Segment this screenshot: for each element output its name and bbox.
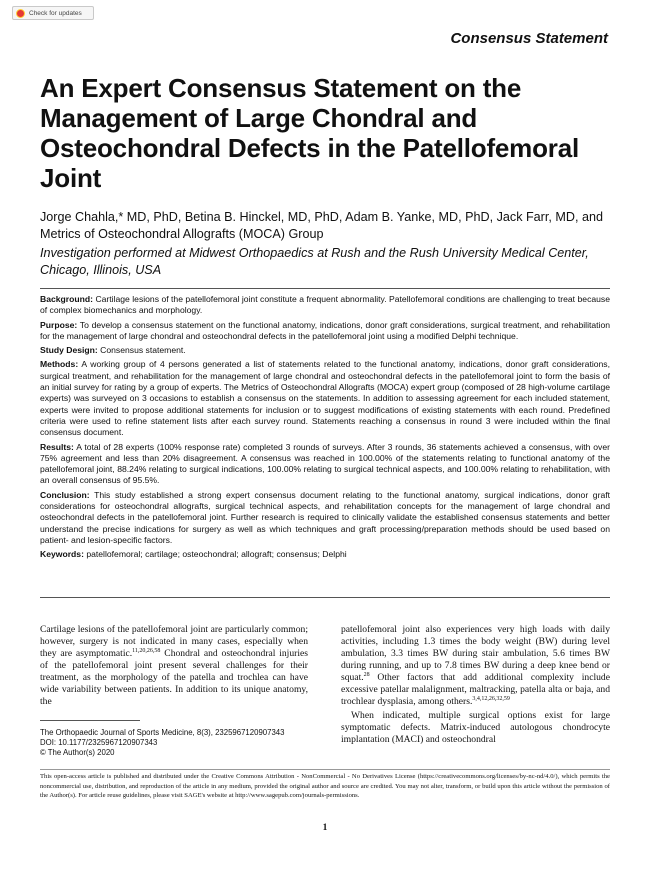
body-text: Cartilage lesions of the patellofemoral joint are particularly common; however, surgery is not indicated in many cases, especially when they are asymptomatic. [40, 624, 308, 659]
abstract-purpose [40, 320, 610, 343]
body-column-right [341, 624, 610, 746]
check-for-updates-badge[interactable] [12, 6, 94, 20]
article-title: An Expert Consensus Statement on the Management of Large Chondral and Osteochondral Defects in the Patellofemoral Joint [40, 73, 579, 193]
methods-label: Methods: [40, 359, 79, 370]
abstract-study-design [40, 345, 610, 356]
methods-text: A working group of 4 persons generated a list of statements related to the functional anatomy, indications, donor graft considerations, surgical treatment, and rehabilitation for the management of large chondral and osteochondral defects in the patellofemoral joint to form the basis of an initial survey for rating by a group of experts. The Metrics of Osteochondral Allografts (MOCA) expert group (composed of 28 high-volume cartilage experts) was surveyed on 3 occasions to establish a consensus on the statements. In addition to assessing agreement for each included statement, experts were invited to propose additional statements for inclusion or to suggest modifications of existing statements with each round. Predefined criteria were used to refine statement lists after each survey round. Statements reaching a consensus in round 3 were included within the final consensus document. [40, 359, 610, 438]
abstract-results [40, 442, 610, 487]
study-design-label: Study Design: [40, 345, 98, 356]
abstract-top-rule [40, 288, 610, 289]
abstract-bottom-rule [40, 597, 610, 598]
results-text: A total of 28 experts (100% response rate) completed 3 rounds of surveys. After 3 rounds, 36 statements achieved a consensus, with over 75% agreement and less than 20% disagreement. A consensus was reached in 100.00% of the statements relating to functional anatomy of the patellofemoral joint, 88.24% relating to surgical indications, 100.00% relating to surgical technical aspects, and 100.00% relating to rehabilitation, with an overall consensus of 95.5%. [40, 441, 610, 486]
article-type-label: Consensus Statement [450, 30, 608, 47]
purpose-label: Purpose: [40, 319, 78, 330]
keywords-text: patellofemoral; cartilage; osteochondral; allograft; consensus; Delphi [86, 549, 347, 560]
abstract-conclusion [40, 490, 610, 546]
license-rule [40, 769, 610, 770]
body-paragraph [341, 710, 610, 746]
page-number: 1 [322, 823, 328, 833]
doi-line[interactable]: DOI: 10.1177/2325967120907343 [40, 738, 158, 747]
body-text: Other factors that add additional complexity include excessive patellar malalignment, maltracking, patella alta or baja, and trochlear dysplasia, among others. [341, 672, 610, 707]
body-text: When indicated, multiple surgical options exist for large symptomatic defects. Matrix-induced autologous chondrocyte implantation (MACI) and osteochondral [341, 710, 610, 745]
purpose-text: To develop a consensus statement on the functional anatomy, indications, donor graft considerations, surgical treatment, and rehabilitation for the management of large chondral and osteochondral defects in the patellofemoral joint using a modified Delphi technique. [40, 319, 611, 341]
citation-ref[interactable]: 3,4,12,26,32,59 [472, 695, 510, 702]
citation-ref[interactable]: 11,20,26,58 [132, 647, 161, 654]
journal-citation: The Orthopaedic Journal of Sports Medicine, 8(3), 2325967120907343 [40, 728, 285, 737]
abstract-background [40, 294, 610, 317]
institution-line: Investigation performed at Midwest Orthopaedics at Rush and the Rush University Medical Center, Chicago, Illinois, USA [40, 246, 589, 277]
abstract [40, 294, 610, 564]
crossmark-icon [16, 9, 25, 18]
license-notice: This open-access article is published and distributed under the Creative Commons Attribution - NonCommercial - No Derivatives License (https://creativecommons.org/licenses/by-nc-nd/4.0/), which permits the noncommercial use, distribution, and reproduction of the article in any medium, provided the original author and source are credited. You may not alter, transform, or build upon this article without the permission of the Author(s). For article reuse guidelines, please visit SAGE's website at http://www.sagepub.com/journals-permissions. [40, 773, 610, 799]
body-paragraph [341, 624, 610, 708]
background-label: Background: [40, 294, 93, 304]
body-text: patellofemoral joint also experiences very high loads with daily activities, including 1.3 times the body weight (BW) during level ambulation, 3.3 times BW during stair ambulation, 5.6 times BW during running, and up to 7.8 times BW during a deep knee bend or squat. [341, 624, 610, 683]
results-label: Results: [40, 441, 74, 452]
conclusion-text: This study established a strong expert consensus document relating to the functional anatomy, surgical indications, donor graft considerations for osteochondral allografts, surgical technical aspects, and rehabilitation concepts for the management of large chondral and osteochondral defects in the patellofemoral joint. Further research is required to clinically validate the established consensus statements and better understand the precise indications for surgery as well as which techniques and graft processing/preparation methods should be used based on patient- and lesion-specific factors. [40, 489, 611, 545]
body-column-left [40, 624, 308, 708]
author-list: Jorge Chahla,* MD, PhD, Betina B. Hinckel, MD, PhD, Adam B. Yanke, MD, PhD, Jack Farr, MD, and Metrics of Osteochondral Allografts (MOCA) Group [40, 210, 603, 241]
check-for-updates-label: Check for updates [29, 10, 82, 17]
study-design-text: Consensus statement. [100, 345, 186, 356]
background-text: Cartilage lesions of the patellofemoral joint constitute a frequent abnormality. Patellofemoral conditions are challenging to treat because of complex biomechanics and morphology. [40, 294, 610, 316]
keywords-label: Keywords: [40, 549, 84, 560]
copyright-line: © The Author(s) 2020 [40, 748, 115, 757]
body-text: Chondral and osteochondral injuries of the patellofemoral joint present several challenges for their treatment, as the morphology of the patella and trochlea can have wide variability between patients. In addition to its unique anatomy, the [40, 648, 308, 707]
body-paragraph [40, 624, 308, 708]
abstract-methods [40, 359, 610, 438]
journal-info [40, 728, 320, 758]
citation-ref[interactable]: 28 [363, 671, 370, 678]
footnote-rule [40, 720, 140, 721]
abstract-keywords [40, 549, 610, 560]
conclusion-label: Conclusion: [40, 489, 90, 500]
